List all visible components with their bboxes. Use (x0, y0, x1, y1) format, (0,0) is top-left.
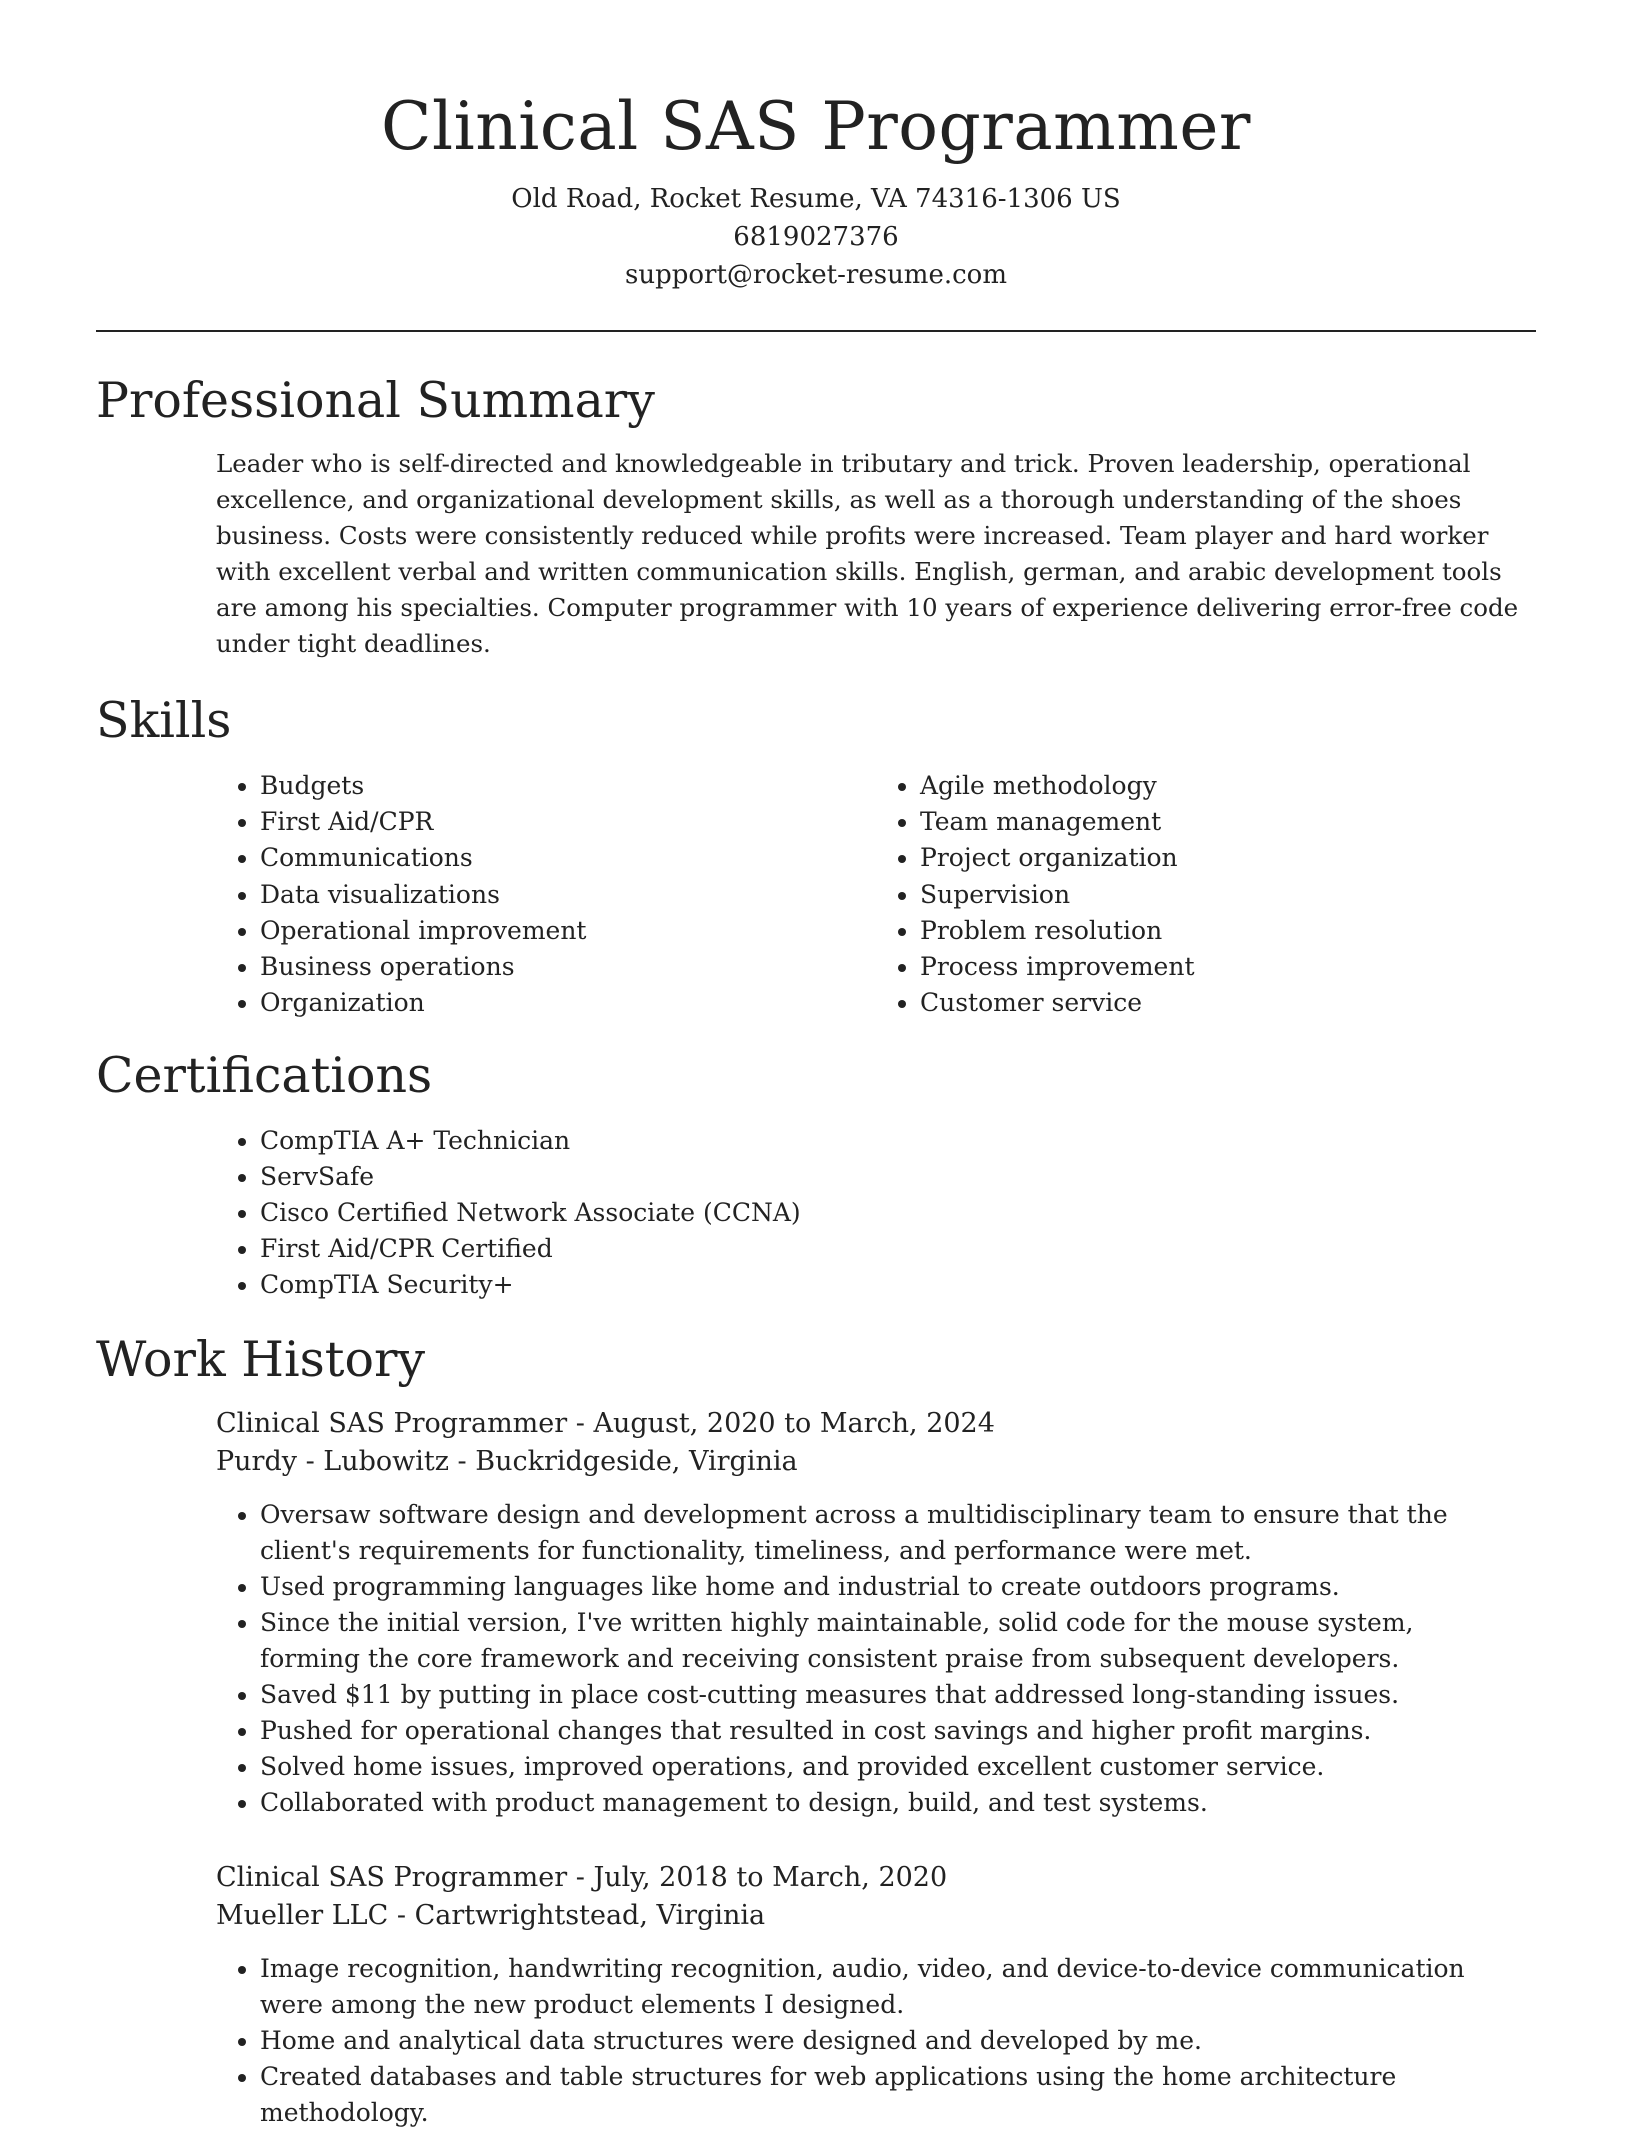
list-item: • Communications (260, 840, 876, 876)
summary-text: Leader who is self-directed and knowledgeable in tributary and trick. Proven leadership, operational excellence, and organizational development skills, as well as a thorough understanding of the shoes business. Costs were consistently reduced while profits were increased. Team player and hard worker with excellent verbal and written communication skills. English, german, and arabic development tools are among his specialties. Computer programmer with 10 years of experience delivering error-free code under tight deadlines. (216, 449, 1519, 658)
list-item: • Collaborated with product management to design, build, and test systems. (260, 1785, 1536, 1821)
resume-header (96, 0, 1536, 294)
job-company: Purdy - Lubowitz (216, 1446, 449, 1478)
job-company-line (216, 1443, 1536, 1481)
list-item: • Saved $11 by putting in place cost-cutting measures that addressed long-standing issues. (260, 1677, 1536, 1713)
list-item: • Customer service (920, 985, 1536, 1021)
skills-grid (216, 768, 1536, 1021)
list-item: • Pushed for operational changes that resulted in cost savings and higher profit margins. (260, 1713, 1536, 1749)
list-item: • Project organization (920, 840, 1536, 876)
job-role: Clinical SAS Programmer (216, 1862, 568, 1894)
list-item: • Oversaw software design and development across a multidisciplinary team to ensure that the client's requirements for functionality, timeliness, and performance were met. (260, 1497, 1536, 1569)
list-item: • Data visualizations (260, 877, 876, 913)
list-item: • Operational improvement (260, 913, 876, 949)
job-entry (216, 1405, 1536, 1821)
contact-info (96, 180, 1536, 294)
list-item: • Image recognition, handwriting recognition, audio, video, and device-to-device communication were among the new product elements I designed. (260, 1951, 1536, 2023)
job-location: - Buckridgeside, Virginia (448, 1446, 798, 1478)
list-item: • Supervision (920, 877, 1536, 913)
job-location: - Cartwrightstead, Virginia (388, 1900, 766, 1932)
summary-section (96, 368, 1536, 662)
certifications-list (216, 1123, 1536, 1303)
list-item: • CompTIA Security+ (260, 1267, 1536, 1303)
job-role: Clinical SAS Programmer (216, 1408, 568, 1440)
list-item: • Budgets (260, 768, 876, 804)
list-item: • First Aid/CPR Certified (260, 1231, 1536, 1267)
page-title: Clinical SAS Programmer (381, 88, 1251, 165)
list-item: • Home and analytical data structures were designed and developed by me. (260, 2023, 1536, 2059)
list-item: • Cisco Certified Network Associate (CCNA) (260, 1195, 1536, 1231)
list-item: • Process improvement (920, 949, 1536, 985)
job-entry (216, 1859, 1536, 2131)
header-divider (96, 330, 1536, 332)
job-title-line (216, 1859, 1536, 1897)
list-item: • Created databases and table structures for web applications using the home architecture methodology. (260, 2059, 1536, 2131)
list-item: • Problem resolution (920, 913, 1536, 949)
job-bullets (216, 1951, 1536, 2131)
list-item: • CompTIA A+ Technician (260, 1123, 1536, 1159)
list-item: • ServSafe (260, 1159, 1536, 1195)
job-title-line (216, 1405, 1536, 1443)
job-bullets (216, 1497, 1536, 1821)
job-company-line (216, 1897, 1536, 1935)
job-dates: - July, 2018 to March, 2020 (567, 1862, 948, 1894)
skills-section (96, 688, 1536, 1021)
skills-heading: Skills (96, 692, 232, 749)
list-item: • Since the initial version, I've written highly maintainable, solid code for the mouse system, forming the core framework and receiving consistent praise from subsequent developers. (260, 1605, 1536, 1677)
list-item: • Solved home issues, improved operations, and provided excellent customer service. (260, 1749, 1536, 1785)
list-item: • Organization (260, 985, 876, 1021)
list-item: • Business operations (260, 949, 876, 985)
skills-column-left (216, 768, 876, 1021)
certifications-section (96, 1043, 1536, 1303)
summary-heading: Professional Summary (96, 372, 655, 429)
skills-column-right (876, 768, 1536, 1021)
phone: 6819027376 (733, 222, 899, 252)
email: support@rocket-resume.com (624, 260, 1007, 290)
job-company: Mueller LLC (216, 1900, 389, 1932)
certifications-heading: Certifications (96, 1047, 433, 1105)
list-item: • Used programming languages like home and industrial to create outdoors programs. (260, 1569, 1536, 1605)
list-item: • Team management (920, 804, 1536, 840)
list-item: • Agile methodology (920, 768, 1536, 804)
list-item: • First Aid/CPR (260, 804, 876, 840)
work-history-heading: Work History (96, 1331, 426, 1389)
work-history-section (96, 1327, 1536, 2131)
job-dates: - August, 2020 to March, 2024 (567, 1408, 995, 1440)
address: Old Road, Rocket Resume, VA 74316-1306 US (511, 184, 1121, 214)
